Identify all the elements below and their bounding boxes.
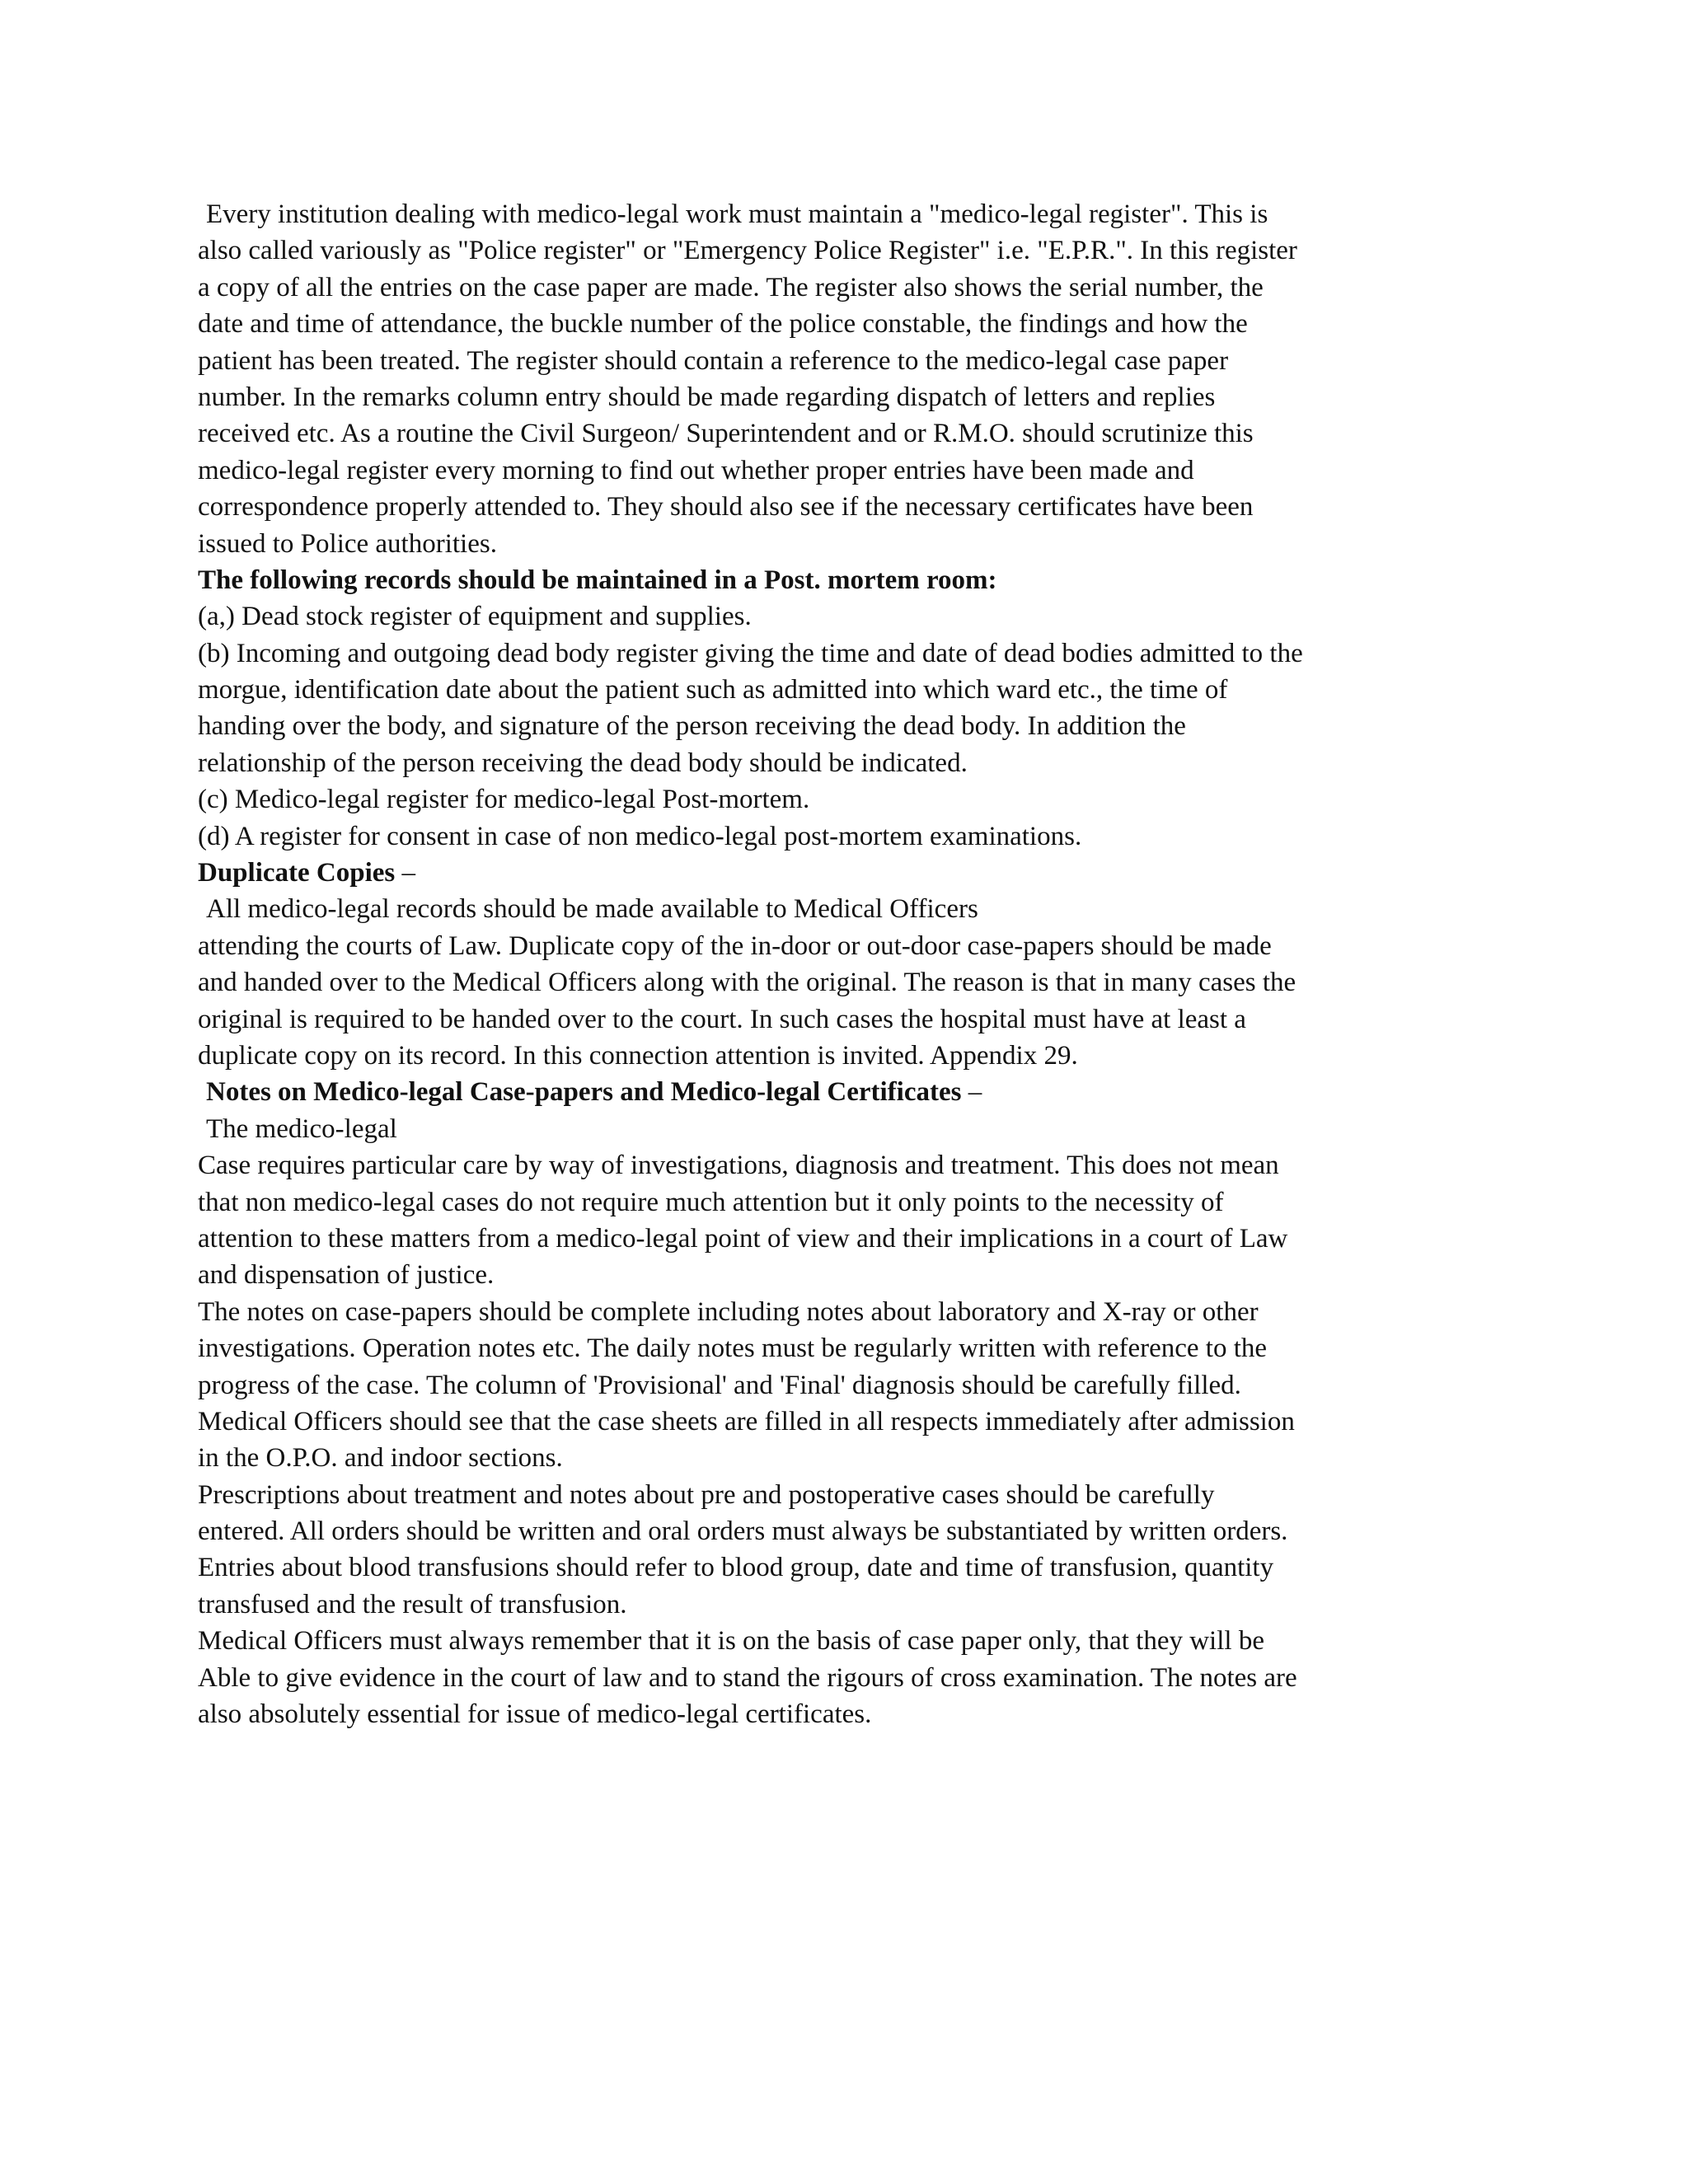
body-text-line <box>198 781 1484 818</box>
line-text: Able to give evidence in the court of law and to stand the rigours of cross examination. The notes are <box>198 1662 1297 1693</box>
line-text: Prescriptions about treatment and notes about pre and postoperative cases should be carefully <box>198 1479 1215 1510</box>
line-text: a copy of all the entries on the case paper are made. The register also shows the serial number, the <box>198 272 1264 302</box>
body-text-line <box>198 1660 1484 1696</box>
line-text: investigations. Operation notes etc. The daily notes must be regularly written with reference to the <box>198 1333 1268 1364</box>
line-text: attention to these matters from a medico-legal point of view and their implications in a court of Law <box>198 1223 1288 1254</box>
body-text-line <box>198 1111 1484 1147</box>
line-text: Medical Officers should see that the case sheets are filled in all respects immediately after admission <box>198 1406 1295 1436</box>
body-text-line <box>198 343 1484 379</box>
heading-text: The following records should be maintained in a Post. mortem room: <box>198 565 997 595</box>
body-text-line <box>198 964 1484 1001</box>
body-text-line <box>198 306 1484 342</box>
line-text: The notes on case-papers should be complete including notes about laboratory and X-ray or other <box>198 1296 1259 1327</box>
line-text: (b) Incoming and outgoing dead body register giving the time and date of dead bodies admitted to the <box>198 638 1303 668</box>
body-text-line <box>198 1221 1484 1257</box>
line-text: and handed over to the Medical Officers along with the original. The reason is that in many cases the <box>198 968 1296 998</box>
line-text: Every institution dealing with medico-legal work must maintain a "medico-legal register". This is <box>206 199 1268 229</box>
body-text-line <box>198 415 1484 452</box>
heading-text: Duplicate Copies <box>198 858 396 888</box>
body-text-line <box>198 526 1484 562</box>
line-text: patient has been treated. The register should contain a reference to the medico-legal case paper <box>198 345 1229 376</box>
body-text-line <box>198 196 1484 232</box>
body-text-line <box>198 1184 1484 1221</box>
line-text: duplicate copy on its record. In this connection attention is invited. Appendix 29. <box>198 1040 1078 1071</box>
line-text: also absolutely essential for issue of medico-legal certificates. <box>198 1699 872 1730</box>
body-text-line <box>198 928 1484 964</box>
line-text: and dispensation of justice. <box>198 1260 495 1291</box>
body-text-line <box>198 1257 1484 1293</box>
body-text-line <box>198 1513 1484 1549</box>
body-text-line <box>198 232 1484 269</box>
body-text-line <box>198 1294 1484 1330</box>
body-text-line <box>198 1586 1484 1623</box>
body-text-line <box>198 1001 1484 1038</box>
body-text-line <box>198 1147 1484 1183</box>
body-text-line <box>198 1696 1484 1732</box>
line-text: transfused and the result of transfusion. <box>198 1589 627 1619</box>
body-text-line <box>198 269 1484 306</box>
section-heading-line <box>198 855 1484 891</box>
line-text: (d) A register for consent in case of non medico-legal post-mortem examinations. <box>198 821 1082 851</box>
line-text: progress of the case. The column of 'Provisional' and 'Final' diagnosis should be carefully filled. <box>198 1370 1241 1400</box>
body-text-line <box>198 489 1484 525</box>
heading-dash: – <box>961 1077 982 1108</box>
body-text-line <box>198 598 1484 635</box>
body-text-line <box>198 1477 1484 1513</box>
body-text-line <box>198 635 1484 672</box>
line-text: number. In the remarks column entry should be made regarding dispatch of letters and replies <box>198 382 1216 412</box>
body-text-line <box>198 1038 1484 1074</box>
line-text: Entries about blood transfusions should refer to blood group, date and time of transfusion, quantity <box>198 1553 1274 1583</box>
line-text: entered. All orders should be written and oral orders must always be substantiated by written orders. <box>198 1516 1288 1547</box>
body-text-line <box>198 1330 1484 1366</box>
section-heading-line <box>198 562 1484 598</box>
section-heading-line <box>198 1074 1484 1110</box>
line-text: handing over the body, and signature of the person receiving the dead body. In addition the <box>198 711 1186 742</box>
body-text-line <box>198 1404 1484 1440</box>
body-text-line <box>198 708 1484 744</box>
line-text: All medico-legal records should be made available to Medical Officers <box>206 894 978 925</box>
body-text-line <box>198 1623 1484 1659</box>
line-text: original is required to be handed over to the court. In such cases the hospital must have at least a <box>198 1004 1246 1034</box>
line-text: issued to Police authorities. <box>198 528 497 559</box>
body-text-line <box>198 1549 1484 1586</box>
line-text: received etc. As a routine the Civil Surgeon/ Superintendent and or R.M.O. should scrutinize this <box>198 419 1254 449</box>
body-text-line <box>198 1440 1484 1476</box>
line-text: that non medico-legal cases do not require much attention but it only points to the necessity of <box>198 1187 1224 1217</box>
heading-text: Notes on Medico-legal Case-papers and Medico-legal Certificates <box>206 1077 962 1108</box>
line-text: attending the courts of Law. Duplicate copy of the in-door or out-door case-papers should be made <box>198 930 1272 961</box>
body-text-line <box>198 818 1484 855</box>
line-text: correspondence properly attended to. They should also see if the necessary certificates have been <box>198 492 1254 523</box>
body-text-line <box>198 379 1484 415</box>
heading-dash: – <box>395 858 415 888</box>
line-text: Medical Officers must always remember that it is on the basis of case paper only, that they will be <box>198 1626 1264 1657</box>
line-text: also called variously as "Police register" or "Emergency Police Register" i.e. "E.P.R.". In this register <box>198 236 1297 266</box>
line-text: relationship of the person receiving the dead body should be indicated. <box>198 748 968 778</box>
body-text-line <box>198 1367 1484 1404</box>
line-text: Case requires particular care by way of investigations, diagnosis and treatment. This does not mean <box>198 1151 1279 1181</box>
line-text: date and time of attendance, the buckle number of the police constable, the findings and how the <box>198 309 1248 340</box>
line-text: morgue, identification date about the patient such as admitted into which ward etc., the time of <box>198 675 1228 705</box>
line-text: The medico-legal <box>206 1113 397 1144</box>
line-text: medico-legal register every morning to find out whether proper entries have been made and <box>198 455 1194 485</box>
body-text-line <box>198 672 1484 708</box>
document-body <box>198 196 1484 1732</box>
line-text: (c) Medico-legal register for medico-legal Post-mortem. <box>198 785 810 815</box>
body-text-line <box>198 891 1484 927</box>
line-text: (a,) Dead stock register of equipment and supplies. <box>198 602 752 632</box>
body-text-line <box>198 745 1484 781</box>
line-text: in the O.P.O. and indoor sections. <box>198 1443 563 1474</box>
body-text-line <box>198 452 1484 489</box>
